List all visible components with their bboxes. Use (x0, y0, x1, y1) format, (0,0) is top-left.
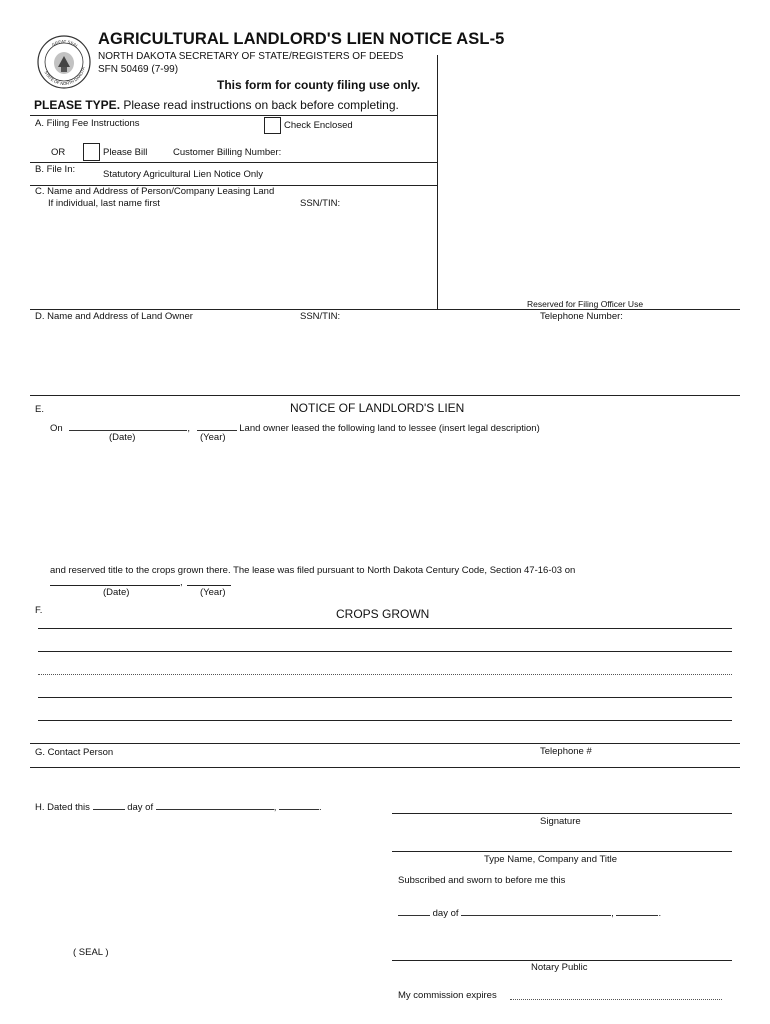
section-g-label: G. Contact Person (35, 747, 114, 758)
commission-label: My commission expires (398, 990, 497, 1001)
leased-text: Land owner leased the following land to lessee (insert legal description) (239, 423, 540, 434)
year-caption-2: (Year) (200, 587, 226, 598)
section-c-ssn: SSN/TIN: (300, 198, 341, 209)
rule-d-top (30, 309, 740, 310)
svg-text:GREAT SEAL (51, 39, 80, 49)
sworn-date-line (398, 905, 661, 919)
dated-line (35, 799, 322, 813)
check-enclosed-label: Check Enclosed (284, 120, 353, 131)
lease-year-blank[interactable] (197, 420, 237, 431)
section-g-phone: Telephone # (540, 746, 592, 757)
type-name-caption: Type Name, Company and Title (484, 854, 618, 865)
section-c-label: C. Name and Address of Person/Company Leasing Land (35, 186, 275, 197)
section-e-label: E. (35, 404, 44, 415)
section-c-sublabel: If individual, last name first (48, 198, 160, 209)
section-d-ssn: SSN/TIN: (300, 311, 341, 322)
rule-g-top (30, 743, 740, 744)
please-type: PLEASE TYPE. (34, 98, 121, 112)
reserved-title-text: and reserved title to the crops grown there. The lease was filed pursuant to North Dakota Century Code, Section 47-16-03 on (50, 565, 576, 576)
filed-year-blank[interactable] (187, 585, 231, 586)
sworn-comma: , (611, 908, 614, 919)
state-seal (36, 34, 92, 90)
notary-caption: Notary Public (531, 962, 588, 973)
commission-blank[interactable] (510, 999, 722, 1000)
dated-period: . (319, 802, 322, 813)
check-enclosed-checkbox[interactable] (264, 117, 281, 134)
please-bill-label: Please Bill (103, 147, 148, 158)
rule-a-top (30, 115, 437, 116)
type-name-line[interactable] (392, 851, 732, 852)
please-bill-checkbox[interactable] (83, 143, 100, 161)
year-caption: (Year) (200, 432, 226, 443)
signature-line[interactable] (392, 813, 732, 814)
date-caption-2: (Date) (103, 587, 130, 598)
rule-g-bottom (30, 767, 740, 768)
day-of-label: day of (127, 802, 154, 813)
form-number: SFN 50469 (7-99) (98, 64, 179, 75)
section-f-label: F. (35, 605, 43, 616)
reserved-label: Reserved for Filing Officer Use (527, 299, 644, 309)
section-d-phone: Telephone Number: (540, 311, 623, 322)
section-b-label: B. File In: (35, 164, 76, 175)
subscribed-text: Subscribed and sworn to before me this (398, 875, 566, 886)
sworn-day-of-label: day of (432, 908, 459, 919)
signature-caption: Signature (540, 816, 581, 827)
form-title: AGRICULTURAL LANDLORD'S LIEN NOTICE ASL-5 (98, 30, 505, 48)
dated-comma: , (273, 802, 277, 813)
agency-line: NORTH DAKOTA SECRETARY OF STATE/REGISTERS OF DEEDS (98, 51, 404, 62)
section-e-heading: NOTICE OF LANDLORD'S LIEN (290, 401, 465, 415)
sworn-day-blank[interactable] (398, 905, 430, 916)
filed-comma: , (180, 577, 183, 588)
seal-placeholder: ( SEAL ) (73, 947, 109, 958)
or-label: OR (51, 147, 66, 158)
lease-comma: , (187, 423, 190, 434)
dated-month-blank[interactable] (156, 799, 274, 810)
rule-b-top (30, 162, 437, 163)
dated-day-blank[interactable] (93, 799, 125, 810)
section-a-label: A. Filing Fee Instructions (35, 118, 140, 129)
sworn-period: . (658, 908, 662, 919)
crops-line-2[interactable] (38, 651, 732, 652)
dated-year-blank[interactable] (279, 799, 319, 810)
notary-line[interactable] (392, 960, 732, 961)
county-use-note: This form for county filing use only. (217, 78, 421, 92)
date-caption: (Date) (109, 432, 136, 443)
lease-date-blank[interactable] (69, 420, 187, 431)
on-label: On (50, 423, 63, 434)
customer-billing-label: Customer Billing Number: (173, 147, 282, 158)
seal-top-text: GREAT SEAL (50, 38, 80, 49)
sworn-month-blank[interactable] (461, 905, 611, 916)
section-d-label: D. Name and Address of Land Owner (35, 311, 193, 322)
rule-e-top (30, 395, 740, 396)
instructions-text: Please read instructions on back before completing. (123, 98, 399, 112)
crops-line-1[interactable] (38, 628, 732, 629)
seal-bottom-text: STATE OF NORTH DAKOTA (43, 66, 86, 87)
crops-line-4[interactable] (38, 697, 732, 698)
sworn-year-blank[interactable] (616, 905, 658, 916)
filed-date-blank[interactable] (50, 585, 180, 586)
crops-line-3[interactable] (38, 674, 732, 675)
dated-this-label: H. Dated this (35, 802, 90, 813)
form-right-rule (437, 55, 438, 310)
please-type-line (34, 98, 399, 112)
crops-line-5[interactable] (38, 720, 732, 721)
section-f-heading: CROPS GROWN (336, 607, 430, 621)
file-in-value: Statutory Agricultural Lien Notice Only (103, 169, 263, 180)
